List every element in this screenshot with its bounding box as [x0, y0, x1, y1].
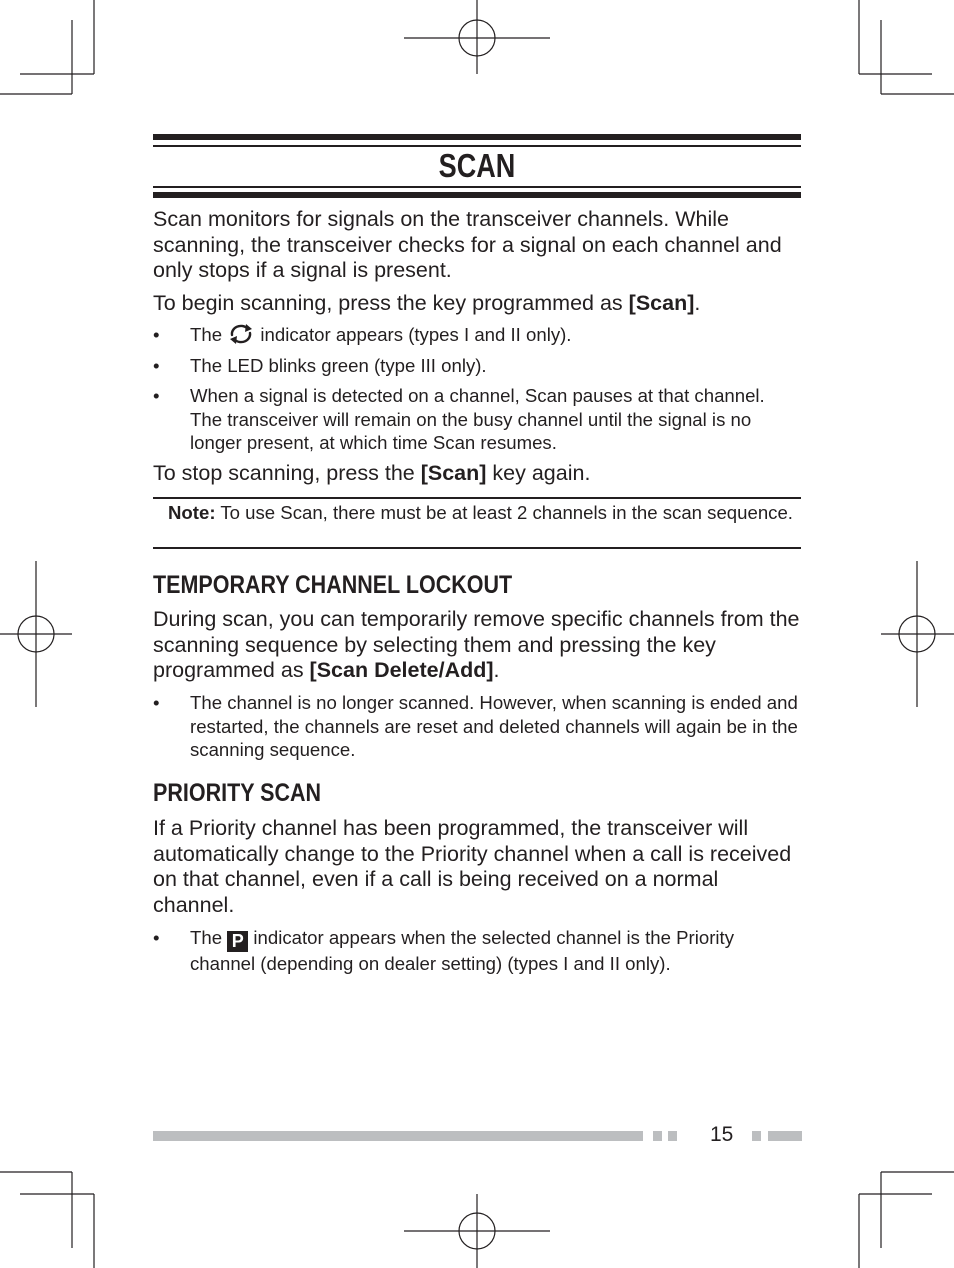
list-item	[153, 691, 801, 762]
list-item	[153, 323, 801, 347]
page-number: 15	[710, 1123, 734, 1146]
priority-paragraph: If a Priority channel has been programmed, the transceiver will automatically change to the Priority channel when a call is received on that channel, even if a call is being received on a normal channel.	[153, 816, 792, 917]
registration-mark-icon	[404, 0, 550, 74]
bullet-dot: •	[153, 324, 160, 345]
footer-bar-right	[768, 1131, 802, 1141]
note-text: To use Scan, there must be at least 2 channels in the scan sequence.	[215, 502, 793, 523]
crop-mark-icon	[859, 1172, 954, 1268]
bullet-dot: •	[153, 692, 160, 713]
title-rule-bottom-thin	[153, 186, 801, 188]
bullet-dot: •	[153, 385, 160, 406]
list-item	[153, 354, 801, 378]
priority-bullet-post: indicator appears when the selected channel is the Priority channel (depending on dealer setting) (types I and II only).	[190, 927, 734, 974]
intro-paragraph: Scan monitors for signals on the transceiver channels. While scanning, the transceiver checks for a signal on each channel and only stops if a signal is present.	[153, 207, 782, 282]
lockout-bullet-text: The channel is no longer scanned. However, when scanning is ended and restarted, the channels are reset and deleted channels will again be in the scanning sequence.	[190, 692, 798, 760]
scan-indicator-post: indicator appears (types I and II only).	[255, 324, 572, 345]
footer-square	[668, 1131, 677, 1141]
bullet-dot: •	[153, 927, 160, 948]
stop-scan-paragraph	[153, 461, 801, 487]
signal-bullet-text: When a signal is detected on a channel, Scan pauses at that channel. The transceiver will remain on the busy channel until the signal is no longer present, at which time Scan resumes.	[190, 385, 765, 453]
registration-mark-icon	[881, 561, 954, 707]
note-label: Note:	[168, 502, 216, 523]
list-item	[153, 384, 801, 455]
begin-scan-text: To begin scanning, press the key programmed as	[153, 291, 629, 315]
lockout-text: During scan, you can temporarily remove specific channels from the scanning sequence by selecting them and pressing the key programmed as	[153, 607, 800, 682]
scan-indicator-icon	[227, 323, 255, 345]
begin-scan-end: .	[694, 291, 701, 315]
scan-delete-add-key-label: [Scan Delete/Add]	[309, 658, 494, 682]
footer-square	[752, 1131, 761, 1141]
title-rule-bottom-thick	[153, 192, 801, 198]
scan-indicator-pre: The	[190, 324, 228, 345]
crop-mark-icon	[0, 1172, 94, 1268]
stop-scan-text: To stop scanning, press the	[153, 461, 421, 485]
crop-mark-icon	[0, 0, 94, 94]
stop-scan-end: key again.	[486, 461, 591, 485]
footer-bar-left	[153, 1131, 643, 1141]
registration-mark-icon	[404, 1194, 550, 1268]
scan-key-label: [Scan]	[420, 461, 487, 485]
begin-scan-paragraph	[153, 291, 801, 317]
priority-indicator-icon: P	[227, 931, 248, 952]
title-rule-top-thick	[153, 134, 801, 140]
scan-key-label: [Scan]	[628, 291, 695, 315]
footer-square	[653, 1131, 662, 1141]
section-heading-lockout: TEMPORARY CHANNEL LOCKOUT	[153, 571, 513, 599]
priority-bullet-pre: The	[190, 927, 228, 948]
led-bullet-text: The LED blinks green (type III only).	[190, 355, 487, 376]
lockout-end: .	[493, 658, 500, 682]
page-title: SCAN	[438, 147, 516, 184]
lockout-paragraph	[153, 607, 801, 684]
list-item	[153, 926, 801, 976]
section-heading-priority: PRIORITY SCAN	[153, 779, 322, 807]
note-box	[153, 497, 801, 549]
crop-mark-icon	[859, 0, 954, 94]
bullet-dot: •	[153, 355, 160, 376]
registration-mark-icon	[0, 561, 72, 707]
